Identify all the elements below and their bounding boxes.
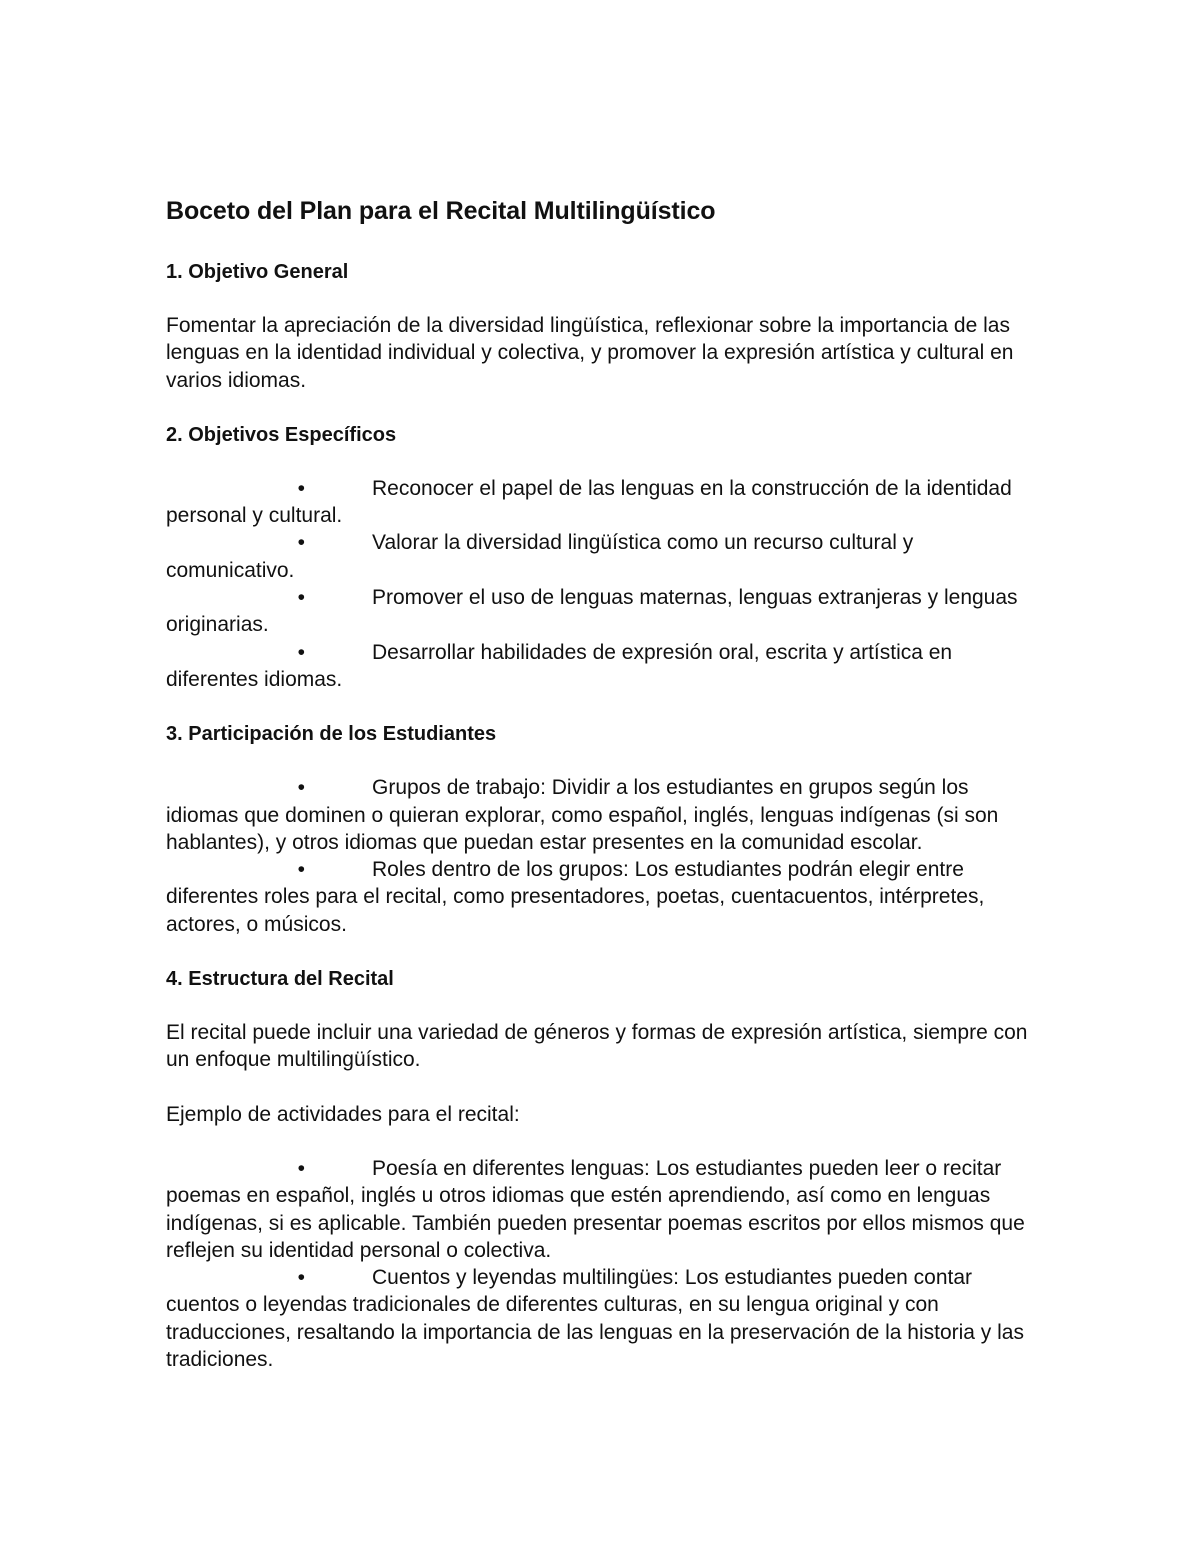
list-item — [166, 856, 1046, 938]
section-paragraph-estructura: El recital puede incluir una variedad de géneros y formas de expresión artística, siempre con un enfoque multilingüístico. — [166, 1021, 1028, 1072]
bullet-icon: • — [297, 858, 305, 882]
bullet-icon: • — [297, 476, 305, 500]
section-heading-estructura: 4. Estructura del Recital — [166, 968, 394, 991]
list-item — [166, 639, 1046, 694]
section-heading-objetivos-especificos: 2. Objetivos Específicos — [166, 423, 397, 446]
bullet-icon: • — [297, 640, 305, 664]
bullet-icon: • — [297, 1266, 305, 1290]
list-item-text: Reconocer el papel de las lenguas en la construcción de la identidad personal y cultural. — [166, 476, 1012, 528]
document-title: Boceto del Plan para el Recital Multilingüístico — [166, 197, 716, 225]
section-subparagraph-actividades: Ejemplo de actividades para el recital: — [166, 1102, 520, 1126]
list-item-text: Roles dentro de los grupos: Los estudiantes podrán elegir entre diferentes roles para el recital, como presentadores, poetas, cuentacuentos, intérpretes, actores, o músicos. — [166, 858, 985, 936]
list-item-text: Poesía en diferentes lenguas: Los estudiantes pueden leer o recitar poemas en español, inglés u otros idiomas que estén aprendiendo, así como en lenguas indígenas, si es aplicable. También pueden presentar poemas escritos por ellos mismos que reflejen su identidad personal o colectiva. — [166, 1156, 1025, 1262]
list-item-text: Valorar la diversidad lingüística como un recurso cultural y comunicativo. — [166, 531, 914, 582]
bullet-icon: • — [297, 586, 305, 610]
bullet-icon: • — [297, 776, 305, 800]
list-item — [166, 529, 1046, 584]
section-paragraph-objetivo-general: Fomentar la apreciación de la diversidad lingüística, reflexionar sobre la importancia de las lenguas en la identidad individual y colectiva, y promover la expresión artística y cultural en varios idiomas. — [166, 314, 1014, 392]
list-item-text: Cuentos y leyendas multilingües: Los estudiantes pueden contar cuentos o leyendas tradicionales de diferentes culturas, en su lengua original y con traducciones, resaltando la importancia de las lenguas en la preservación de la historia y las tradiciones. — [166, 1266, 1024, 1372]
list-item — [166, 1155, 1046, 1264]
list-item-text: Promover el uso de lenguas maternas, lenguas extranjeras y lenguas originarias. — [166, 586, 1018, 637]
list-item — [166, 774, 1046, 856]
bullet-icon: • — [297, 531, 305, 555]
list-item — [166, 584, 1046, 639]
list-item — [166, 475, 1046, 530]
list-item-text: Desarrollar habilidades de expresión oral, escrita y artística en diferentes idiomas. — [166, 640, 953, 691]
section-heading-participacion: 3. Participación de los Estudiantes — [166, 723, 497, 746]
list-item — [166, 1264, 1046, 1373]
list-item-text: Grupos de trabajo: Dividir a los estudiantes en grupos según los idiomas que dominen o quieran explorar, como español, inglés, lenguas indígenas (si son hablantes), y otros idiomas que puedan estar presentes en la comunidad escolar. — [166, 776, 999, 854]
bullet-icon: • — [297, 1156, 305, 1180]
section-heading-objetivo-general: 1. Objetivo General — [166, 261, 349, 283]
document-page — [166, 194, 1046, 1373]
